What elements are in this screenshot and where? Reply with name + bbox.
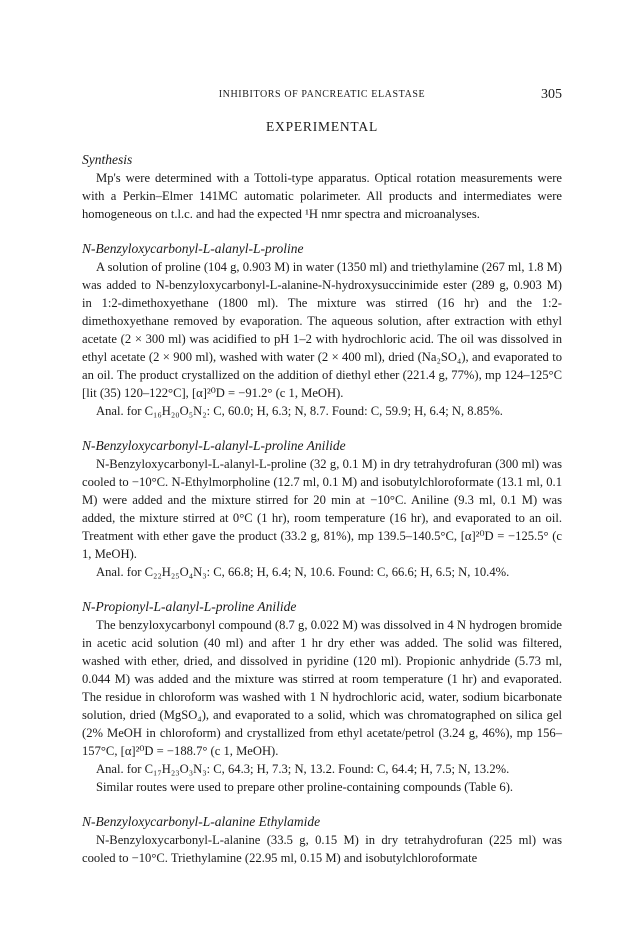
procedure-paragraph-2: N-Benzyloxycarbonyl-L-alanyl-L-proline (32 g, 0.1 M) in dry tetrahydrofuran (300 ml) was cooled to −10°C. N-Ethylmorpholine (12.7 ml, 0.1 M) and isobutylchloroformate (13.1 ml, 0.1 M) were added and the mixture stirred for 20 min at −10°C. Aniline (9.3 ml, 0.1 M) was added, the mixture stirred at 0°C (1 hr), room temperature (16 hr), and evaporated to an oil. Treatment with ether gave the product (33.2 g, 81%), mp 139.5–140.5°C, [α]²⁰D = −125.5° (c 1, MeOH). bbox=[82, 457, 562, 561]
note-paragraph: Similar routes were used to prepare other proline-containing compounds (Table 6). bbox=[96, 780, 514, 794]
page-number: 305 bbox=[541, 87, 562, 102]
section-heading: EXPERIMENTAL bbox=[265, 119, 378, 134]
procedure-paragraph-3: The benzyloxycarbonyl compound (8.7 g, 0.022 M) was dissolved in 4 N hydrogen bromide in acetic acid solution (40 ml) and after 1 hr dry ether was added. The solid was filtered, washed with ether, dried, and dissolved in pyridine (120 ml). Propionic anhydride (5.73 ml, 0.044 M) was added and the mixture was stirred at room temperature (1 hr) and evaporated. The residue in chloroform was washed with 1 N hydrochloric acid, water, sodium bicarbonate solution, dried (MgSO₄), and evaporated to a solid, which was chromatographed on silica gel (2% MeOH in chloroform) and crystallized from ethyl acetate/petrol (3.24 g, 46%), mp 156–157°C, [α]²⁰D = −188.7° (c 1, MeOH). bbox=[82, 618, 562, 758]
procedure-paragraph-1: A solution of proline (104 g, 0.903 M) in water (1350 ml) and triethylamine (267 ml, 1.8 M) was added to N-benzyloxycarbonyl-L-alanine-N-hydroxysuccinimide ester (289 g, 0.903 M) in 1:2-dimethoxyethane (1800 ml). The mixture was stirred (16 hr) and the 1:2-dimethoxyethane removed by evaporation. The aqueous solution, after extraction with ethyl acetate (2 × 300 ml) was acidified to pH 1–2 with hydrochloric acid. The oil was dissolved in ethyl acetate (2 × 900 ml), washed with water (2 × 400 ml), dried (Na₂SO₄), and evaporated to an oil. The product crystallized on the addition of diethyl ether (221.4 g, 77%), mp 124–125°C [lit (35) 120–122°C], [α]²⁰D = −91.2° (c 1, MeOH). bbox=[82, 260, 562, 400]
compound-heading-3: N-Propionyl-L-alanyl-L-proline Anilide bbox=[82, 599, 297, 614]
compound-heading-1: N-Benzyloxycarbonyl-L-alanyl-L-proline bbox=[82, 241, 304, 256]
analysis-line-2: Anal. for C₂₂H₂₅O₄N₃: C, 66.8; H, 6.4; N, 10.6. Found: C, 66.6; H, 6.5; N, 10.4%. bbox=[96, 565, 510, 579]
running-title: INHIBITORS OF PANCREATIC ELASTASE bbox=[218, 89, 426, 100]
analysis-line-1: Anal. for C₁₆H₂₀O₅N₂: C, 60.0; H, 6.3; N, 8.7. Found: C, 59.9; H, 6.4; N, 8.85%. bbox=[96, 404, 503, 418]
analysis-line-3: Anal. for C₁₇H₂₃O₃N₃: C, 64.3; H, 7.3; N, 13.2. Found: C, 64.4; H, 7.5; N, 13.2%. bbox=[96, 762, 510, 776]
paragraph-synthesis: Mp's were determined with a Tottoli-type apparatus. Optical rotation measurements were with a Perkin–Elmer 141MC automatic polarimeter. All products and intermediates were homogeneous on t.l.c. and had the expected ¹H nmr spectra and microanalyses. bbox=[82, 171, 562, 221]
compound-heading-2: N-Benzyloxycarbonyl-L-alanyl-L-proline Anilide bbox=[82, 438, 346, 453]
procedure-paragraph-4: N-Benzyloxycarbonyl-L-alanine (33.5 g, 0.15 M) in dry tetrahydrofuran (225 ml) was cooled to −10°C. Triethylamine (22.95 ml, 0.15 M) and isobutylchloroformate bbox=[82, 833, 562, 865]
main-text bbox=[82, 118, 562, 867]
subsection-heading-synthesis: Synthesis bbox=[82, 152, 133, 167]
page-header bbox=[82, 87, 562, 109]
compound-heading-4: N-Benzyloxycarbonyl-L-alanine Ethylamide bbox=[82, 814, 321, 829]
